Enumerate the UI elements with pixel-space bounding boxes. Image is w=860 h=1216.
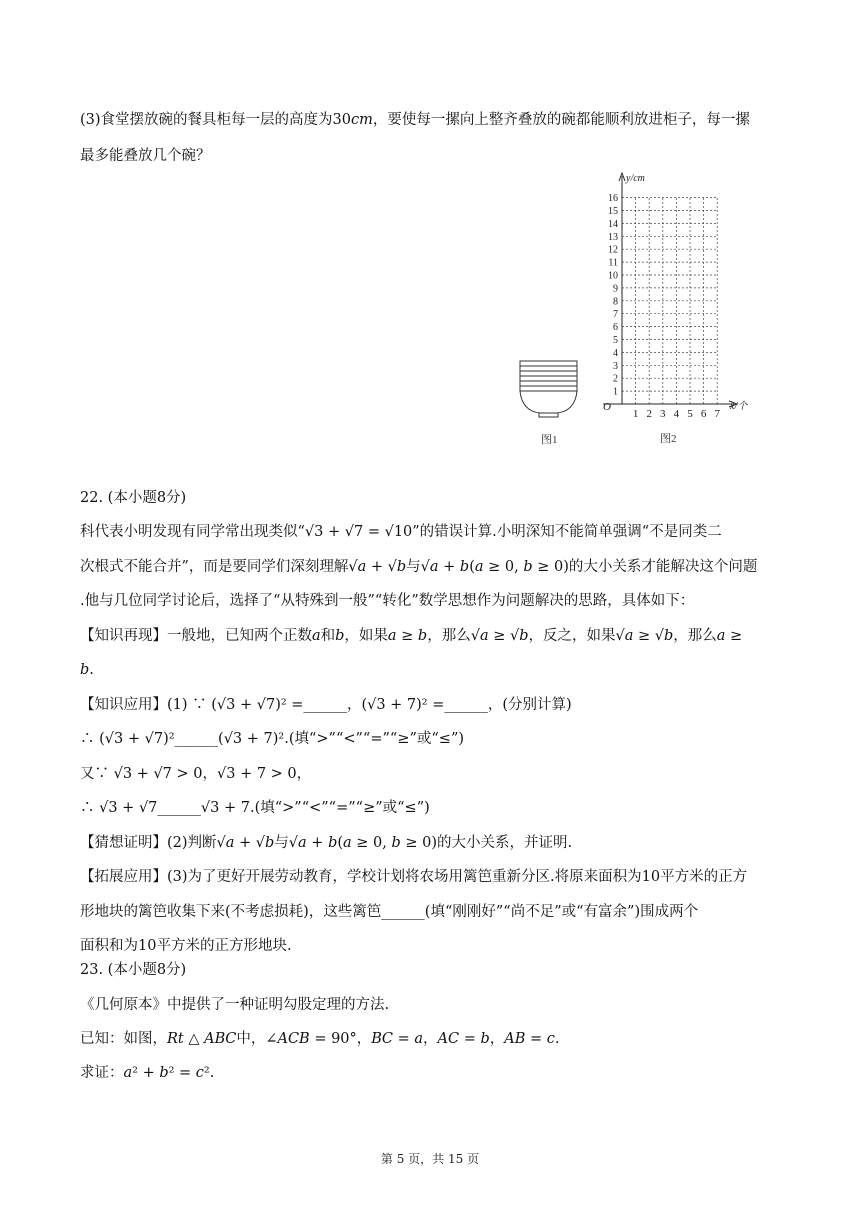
q22-line-5: 𝑏. — [80, 662, 94, 678]
page-footer: 第 5 页，共 15 页 — [380, 1152, 480, 1166]
q22-line-4: 【知识再现】一般地，已知两个正数𝑎和𝑏，如果𝑎 ≥ 𝑏，那么√𝑎 ≥ √𝑏，反之，如果√𝑎 ≥ √𝑏，那么𝑎 ≥ — [80, 627, 743, 644]
q22-line-10: 【猜想证明】(2)判断√𝑎 + √𝑏与√𝑎 + 𝑏(𝑎 ≥ 0, 𝑏 ≥ 0)的大小关系，并证明. — [80, 834, 573, 851]
y-tick-label: 15 — [608, 206, 618, 217]
y-tick-label: 16 — [608, 193, 618, 205]
q22-line-11: 【拓展应用】(3)为了更好开展劳动教育，学校计划将农场用篱笆重新分区.将原来面积为10平方米的正方 — [80, 869, 748, 885]
figure-1-bowls — [512, 355, 584, 450]
q21-part3-line1: (3)食堂摆放碗的餐具柜每一层的高度为30𝑐𝑚，要使每一摞向上整齐叠放的碗都能顺利放进柜子，每一摞 — [80, 112, 750, 128]
q23-line-1: 《几何原本》中提供了一种证明勾股定理的方法. — [80, 997, 390, 1013]
y-tick-label: 5 — [613, 335, 618, 346]
grid-lines — [622, 198, 717, 404]
x-tick-label: 6 — [700, 408, 707, 420]
y-tick-label: 13 — [608, 231, 618, 243]
q23-heading: 23. (本小题8分) — [80, 962, 187, 978]
q23-line-2: 已知：如图，𝑅𝑡 △ 𝐴𝐵𝐶中，∠𝐴𝐶𝐵 = 90°，𝐵𝐶 = 𝑎，𝐴𝐶 = 𝑏，𝐴𝐵 = 𝑐. — [80, 1031, 560, 1047]
origin-label: O — [603, 401, 611, 413]
y-tick-label: 4 — [613, 347, 618, 359]
y-axis-label: y/cm — [626, 173, 645, 184]
x-tick-label: 2 — [646, 408, 652, 420]
q22-line-7: ∴ (√3 + √7)²______(√3 + 7)².(填“>”“<”“=”“≥”或“≤”) — [80, 731, 465, 747]
figure-2-grid — [598, 168, 770, 450]
fig2-caption: 图2 — [660, 433, 677, 445]
y-tick-label: 2 — [613, 373, 618, 385]
x-axis — [603, 401, 737, 407]
y-tick-label: 14 — [608, 218, 618, 230]
x-tick-label: 3 — [660, 408, 666, 420]
x-tick-label: 1 — [632, 408, 639, 420]
x-tick-label: 4 — [673, 408, 680, 420]
q21-part3-line2: 最多能叠放几个碗？ — [80, 148, 211, 164]
y-tick-label: 1 — [613, 386, 618, 398]
q22-line-1: 科代表小明发现有同学常出现类似“√3 + √7 = √10”的错误计算.小明深知不能简单强调“不是同类二 — [80, 524, 722, 540]
y-tick-label: 8 — [613, 296, 618, 308]
q22-heading: 22. (本小题8分) — [80, 490, 187, 506]
q22-line-9: ∴ √3 + √7______√3 + 7.(填“>”“<”“=”“≥”或“≤”) — [80, 800, 430, 816]
q23-line-3: 求证：𝑎² + 𝑏² = 𝑐². — [80, 1065, 215, 1081]
q22-line-8: 又∵ √3 + √7 > 0，√3 + 7 > 0， — [80, 765, 312, 782]
y-tick-label: 7 — [613, 309, 618, 321]
y-tick-label: 12 — [608, 244, 618, 256]
y-tick-label: 10 — [608, 270, 618, 282]
y-tick-label: 9 — [613, 283, 618, 295]
fig1-caption: 图1 — [541, 434, 558, 446]
q22-line-6: 【知识应用】(1) ∵ (√3 + √7)² =______，(√3 + 7)² =______，(分别计算) — [80, 696, 572, 713]
q22-line-3: .他与几位同学讨论后，选择了“从特殊到一般”“转化”数学思想作为问题解决的思路，具体如下： — [80, 593, 695, 609]
x-tick-labels — [633, 408, 721, 420]
y-tick-label: 3 — [613, 360, 618, 372]
y-tick-labels — [608, 193, 618, 398]
q22-line-13: 面积和为10平方米的正方形地块. — [80, 938, 292, 954]
q22-line-2: 次根式不能合并”，而是要同学们深刻理解√𝑎 + √𝑏与√𝑎 + 𝑏(𝑎 ≥ 0, 𝑏 ≥ 0)的大小关系才能解决这个问题 — [80, 558, 758, 575]
x-axis-label: x/个 — [730, 401, 748, 412]
x-tick-label: 5 — [687, 408, 693, 420]
q22-line-12: 形地块的篱笆收集下来(不考虑损耗)，这些篱笆______(填“刚刚好”“尚不足”或“有富余”)围成两个 — [80, 903, 699, 920]
y-tick-label: 11 — [608, 257, 618, 269]
x-tick-label: 7 — [714, 408, 720, 420]
y-tick-label: 6 — [613, 322, 618, 334]
y-axis — [619, 173, 625, 404]
